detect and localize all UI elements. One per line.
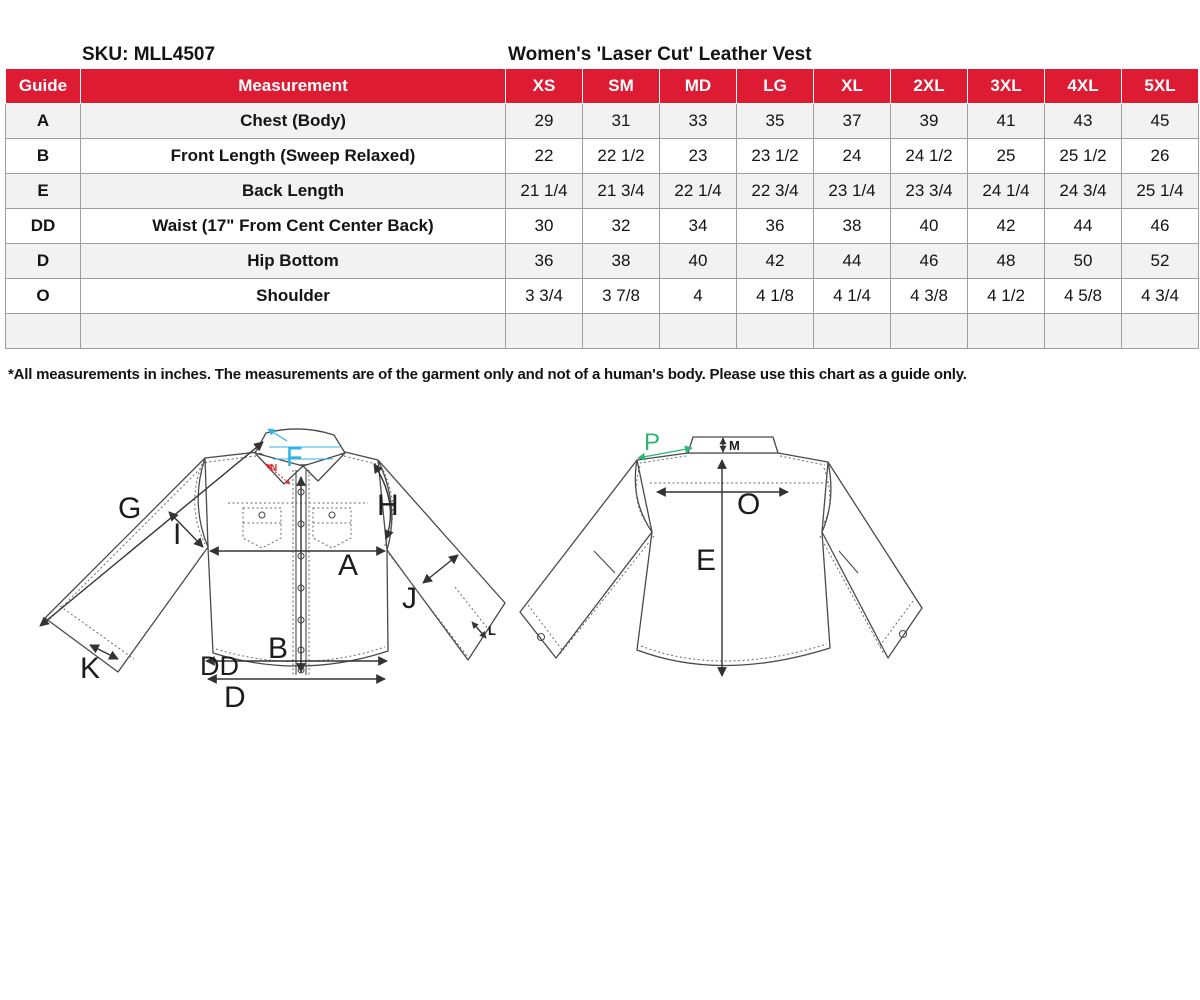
value-cell: 31: [583, 104, 660, 139]
table-header-row: [6, 69, 1199, 104]
diagram-label-d: D: [224, 681, 246, 714]
guide-cell: D: [6, 244, 81, 279]
value-cell: [891, 314, 968, 349]
value-cell: 22 1/4: [660, 174, 737, 209]
table-row: [6, 244, 1199, 279]
value-cell: 4 1/2: [968, 279, 1045, 314]
column-header: 2XL: [891, 69, 968, 104]
value-cell: 42: [968, 209, 1045, 244]
value-cell: [968, 314, 1045, 349]
garment-measurement-diagram: [0, 420, 1000, 730]
measurement-cell: Front Length (Sweep Relaxed): [81, 139, 506, 174]
value-cell: [1045, 314, 1122, 349]
table-row: [6, 104, 1199, 139]
value-cell: 4 3/4: [1122, 279, 1199, 314]
back-left-sleeve: [520, 460, 652, 658]
value-cell: 25 1/2: [1045, 139, 1122, 174]
value-cell: 36: [506, 244, 583, 279]
diagram-label-k: K: [80, 652, 101, 685]
value-cell: 40: [891, 209, 968, 244]
guide-cell: B: [6, 139, 81, 174]
value-cell: 25: [968, 139, 1045, 174]
table-row: [6, 314, 1199, 349]
value-cell: 23 1/4: [814, 174, 891, 209]
value-cell: 24 1/2: [891, 139, 968, 174]
value-cell: [1122, 314, 1199, 349]
diagram-label-h: H: [377, 489, 399, 522]
value-cell: 52: [1122, 244, 1199, 279]
diagram-label-m: M: [729, 438, 740, 453]
back-vest-diagram: [520, 429, 922, 676]
column-header: 4XL: [1045, 69, 1122, 104]
value-cell: 40: [660, 244, 737, 279]
value-cell: [737, 314, 814, 349]
value-cell: 46: [891, 244, 968, 279]
value-cell: 21 1/4: [506, 174, 583, 209]
value-cell: [660, 314, 737, 349]
value-cell: 41: [968, 104, 1045, 139]
diagram-label-f: F: [286, 442, 303, 472]
value-cell: 32: [583, 209, 660, 244]
value-cell: 50: [1045, 244, 1122, 279]
value-cell: 24 3/4: [1045, 174, 1122, 209]
guide-cell: [6, 314, 81, 349]
measurement-cell: Back Length: [81, 174, 506, 209]
front-vest-diagram: [40, 429, 505, 714]
column-header: MD: [660, 69, 737, 104]
sku-label: SKU: MLL4507: [82, 44, 216, 65]
value-cell: 24: [814, 139, 891, 174]
measurement-cell: [81, 314, 506, 349]
guide-cell: A: [6, 104, 81, 139]
value-cell: 29: [506, 104, 583, 139]
measurement-cell: Hip Bottom: [81, 244, 506, 279]
front-left-sleeve: [45, 458, 208, 672]
value-cell: [583, 314, 660, 349]
diagram-label-g: G: [118, 492, 142, 525]
value-cell: 36: [737, 209, 814, 244]
column-header: 5XL: [1122, 69, 1199, 104]
product-title: Women's 'Laser Cut' Leather Vest: [508, 44, 812, 65]
value-cell: 3 3/4: [506, 279, 583, 314]
diagram-label-dd: DD: [200, 651, 239, 681]
value-cell: 21 3/4: [583, 174, 660, 209]
column-header: LG: [737, 69, 814, 104]
diagram-label-p: P: [644, 429, 661, 456]
back-body-outline: [637, 453, 830, 666]
value-cell: 22 3/4: [737, 174, 814, 209]
value-cell: 44: [814, 244, 891, 279]
value-cell: 35: [737, 104, 814, 139]
guide-cell: DD: [6, 209, 81, 244]
diagram-label-o: O: [737, 488, 761, 521]
diagram-label-e: E: [696, 544, 717, 577]
guide-cell: E: [6, 174, 81, 209]
value-cell: 3 7/8: [583, 279, 660, 314]
value-cell: 38: [814, 209, 891, 244]
value-cell: 22: [506, 139, 583, 174]
column-header: 3XL: [968, 69, 1045, 104]
value-cell: 24 1/4: [968, 174, 1045, 209]
value-cell: [814, 314, 891, 349]
column-header: SM: [583, 69, 660, 104]
value-cell: 23 3/4: [891, 174, 968, 209]
value-cell: 26: [1122, 139, 1199, 174]
measurement-cell: Waist (17" From Cent Center Back): [81, 209, 506, 244]
value-cell: 37: [814, 104, 891, 139]
value-cell: 23 1/2: [737, 139, 814, 174]
column-header: Guide: [6, 69, 81, 104]
value-cell: [506, 314, 583, 349]
value-cell: 30: [506, 209, 583, 244]
value-cell: 23: [660, 139, 737, 174]
column-header: XL: [814, 69, 891, 104]
guide-cell: O: [6, 279, 81, 314]
value-cell: 45: [1122, 104, 1199, 139]
value-cell: 22 1/2: [583, 139, 660, 174]
table-row: [6, 209, 1199, 244]
measurement-cell: Chest (Body): [81, 104, 506, 139]
value-cell: 39: [891, 104, 968, 139]
measurement-cell: Shoulder: [81, 279, 506, 314]
value-cell: 48: [968, 244, 1045, 279]
diagram-label-a: A: [338, 549, 359, 582]
value-cell: 34: [660, 209, 737, 244]
value-cell: 4: [660, 279, 737, 314]
value-cell: 42: [737, 244, 814, 279]
value-cell: 4 3/8: [891, 279, 968, 314]
value-cell: 4 5/8: [1045, 279, 1122, 314]
diagram-label-n: N: [270, 463, 278, 474]
table-row: [6, 139, 1199, 174]
diagram-label-b: B: [268, 632, 289, 665]
value-cell: 38: [583, 244, 660, 279]
value-cell: 33: [660, 104, 737, 139]
diagram-label-j: J: [402, 582, 417, 615]
diagram-label-i: I: [173, 518, 182, 551]
value-cell: 25 1/4: [1122, 174, 1199, 209]
table-row: [6, 174, 1199, 209]
table-row: [6, 279, 1199, 314]
diagram-label-l: L: [488, 623, 496, 638]
value-cell: 4 1/8: [737, 279, 814, 314]
measurement-note: *All measurements in inches. The measurements are of the garment only and not of a human's body. Please use this chart as a guide only.: [8, 366, 967, 383]
column-header: Measurement: [81, 69, 506, 104]
value-cell: 46: [1122, 209, 1199, 244]
value-cell: 43: [1045, 104, 1122, 139]
size-table: [5, 68, 1199, 349]
column-header: XS: [506, 69, 583, 104]
back-right-sleeve: [822, 462, 922, 658]
table-body: [6, 104, 1199, 349]
value-cell: 44: [1045, 209, 1122, 244]
value-cell: 4 1/4: [814, 279, 891, 314]
